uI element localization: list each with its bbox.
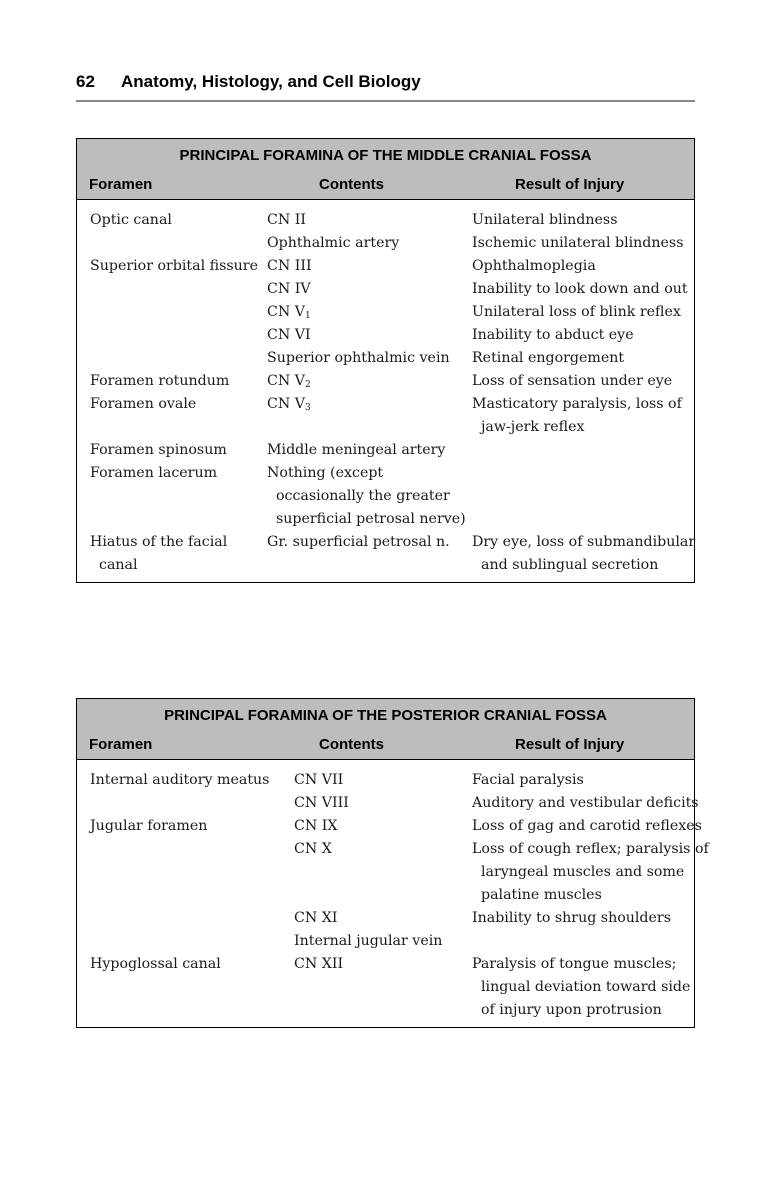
cell-result [472, 393, 692, 439]
page-number: 62 [76, 72, 95, 91]
column-header-contents: Contents [319, 176, 384, 193]
cell-contents [294, 838, 472, 907]
table-row [77, 462, 694, 531]
cell-line: and sublingual secretion [481, 557, 659, 573]
cell-line: CN $V_2$ [267, 373, 311, 390]
cell-line: Nothing (except [267, 465, 384, 481]
cell-foramen [90, 324, 267, 347]
cell-line [90, 838, 294, 861]
cell-line: Ischemic unilateral blindness [472, 235, 684, 251]
table-row [77, 907, 694, 930]
cell-line: Loss of cough reflex; paralysis of [472, 841, 709, 857]
cell-line: Foramen lacerum [90, 465, 218, 481]
cell-line [90, 278, 267, 301]
cell-line: CN X [294, 841, 332, 857]
cell-result [472, 278, 692, 301]
cell-result [472, 953, 692, 1022]
cell-line: Hiatus of the facial [90, 534, 228, 550]
cell-result [472, 769, 692, 792]
cell-line: CN XII [294, 956, 344, 972]
cell-foramen [90, 792, 294, 815]
cell-line: Inability to look down and out [472, 281, 688, 297]
middle-fossa-table [76, 138, 695, 583]
cell-foramen [90, 462, 267, 531]
cell-contents [294, 953, 472, 1022]
table-row [77, 439, 694, 462]
cell-contents [267, 347, 472, 370]
cell-foramen [90, 439, 267, 462]
cell-foramen [90, 301, 267, 324]
cell-line: occasionally the greater [276, 488, 450, 504]
table-row [77, 324, 694, 347]
cell-line: Foramen ovale [90, 396, 197, 412]
cell-contents [267, 393, 472, 439]
cell-result [472, 370, 692, 393]
cell-line: Internal auditory meatus [90, 772, 270, 788]
cell-line: CN $V_3$ [267, 396, 311, 413]
cell-line [90, 792, 294, 815]
cell-foramen [90, 347, 267, 370]
table-row [77, 278, 694, 301]
cell-foramen [90, 209, 267, 232]
column-header-foramen: Foramen [89, 736, 153, 753]
cell-line [90, 907, 294, 930]
table-row [77, 815, 702, 838]
cell-line: Inability to shrug shoulders [472, 910, 671, 926]
table-row [77, 301, 694, 324]
cell-foramen [90, 255, 267, 278]
cell-line: Gr. superficial petrosal n. [267, 534, 450, 550]
cell-contents [294, 930, 472, 953]
cell-line: Optic canal [90, 212, 172, 228]
cell-result [472, 815, 702, 838]
cell-line: CN XI [294, 910, 338, 926]
cell-contents [267, 370, 472, 393]
cell-line: Foramen rotundum [90, 373, 230, 389]
cell-line: Loss of gag and carotid reflexes [472, 818, 702, 834]
cell-line [90, 301, 267, 324]
cell-contents [267, 324, 472, 347]
cell-line: jaw-jerk reflex [481, 419, 585, 435]
table-row [77, 209, 694, 232]
table-row [77, 370, 694, 393]
table-row [77, 930, 694, 953]
cell-line: Ophthalmoplegia [472, 258, 596, 274]
cell-line: Unilateral blindness [472, 212, 618, 228]
subscript: 3 [305, 403, 311, 413]
cell-line [472, 439, 692, 462]
cell-result [472, 324, 692, 347]
cell-result [472, 531, 696, 577]
cell-line: CN IX [294, 818, 338, 834]
cell-line [90, 930, 294, 953]
cell-line: Middle meningeal artery [267, 442, 446, 458]
table-row [77, 792, 699, 815]
cell-line: Retinal engorgement [472, 350, 625, 366]
table-header [77, 699, 694, 760]
cell-line: CN II [267, 212, 306, 228]
cell-line: Internal jugular vein [294, 933, 443, 949]
cell-line: Inability to abduct eye [472, 327, 634, 343]
cell-contents [267, 255, 472, 278]
table-title: PRINCIPAL FORAMINA OF THE MIDDLE CRANIAL FOSSA [179, 147, 592, 164]
table-title: PRINCIPAL FORAMINA OF THE POSTERIOR CRANIAL FOSSA [164, 707, 607, 724]
cell-foramen [90, 769, 294, 792]
cell-contents [267, 232, 472, 255]
cell-contents [267, 209, 472, 232]
cell-line: Auditory and vestibular deficits [472, 795, 699, 811]
cell-line: CN VI [267, 327, 311, 343]
cell-line: Masticatory paralysis, loss of [472, 396, 682, 412]
table-header [77, 139, 694, 200]
cell-line: Ophthalmic artery [267, 235, 400, 251]
cell-contents [294, 792, 472, 815]
cell-foramen [90, 953, 294, 1022]
cell-line [90, 232, 267, 255]
cell-line: CN VII [294, 772, 344, 788]
column-header-foramen: Foramen [89, 176, 153, 193]
column-header-result: Result of Injury [515, 176, 625, 193]
table-row [77, 255, 694, 278]
cell-line: CN IV [267, 281, 311, 297]
cell-result [472, 462, 692, 531]
cell-result [472, 792, 699, 815]
subscript: 1 [305, 311, 311, 321]
cell-result [472, 301, 692, 324]
cell-line: laryngeal muscles and some [481, 864, 685, 880]
cell-result [472, 209, 692, 232]
cell-line: Superior orbital fissure [90, 258, 258, 274]
cell-contents [267, 439, 472, 462]
cell-line [90, 347, 267, 370]
cell-foramen [90, 907, 294, 930]
cell-line: Dry eye, loss of submandibular [472, 534, 696, 550]
cell-result [472, 439, 692, 462]
table-row [77, 531, 694, 577]
cell-line: palatine muscles [481, 887, 602, 903]
subscript: 2 [305, 380, 311, 390]
cell-line: canal [99, 557, 138, 573]
table-row [77, 232, 694, 255]
cell-contents [267, 462, 472, 531]
cell-contents [294, 815, 472, 838]
cell-line: CN $V_1$ [267, 304, 311, 321]
cell-line: CN VIII [294, 795, 349, 811]
column-header-result: Result of Injury [515, 736, 625, 753]
table-row [77, 953, 694, 1022]
cell-line: Hypoglossal canal [90, 956, 221, 972]
cell-line: Foramen spinosum [90, 442, 227, 458]
cell-line: Paralysis of tongue muscles; [472, 956, 677, 972]
table-body [77, 200, 694, 584]
cell-foramen [90, 232, 267, 255]
cell-line: Loss of sensation under eye [472, 373, 673, 389]
cell-line [472, 462, 692, 485]
cell-foramen [90, 393, 267, 439]
cell-foramen [90, 815, 294, 838]
cell-line: Superior ophthalmic vein [267, 350, 450, 366]
table-row [77, 393, 694, 439]
cell-foramen [90, 531, 267, 577]
cell-contents [267, 278, 472, 301]
table-row [77, 838, 709, 907]
cell-result [472, 930, 692, 953]
cell-result [472, 907, 692, 930]
cell-foramen [90, 930, 294, 953]
cell-result [472, 232, 692, 255]
cell-line: Jugular foramen [90, 818, 208, 834]
cell-result [472, 347, 692, 370]
column-header-contents: Contents [319, 736, 384, 753]
table-row [77, 769, 694, 792]
book-title: Anatomy, Histology, and Cell Biology [121, 72, 421, 91]
cell-contents [267, 301, 472, 324]
cell-line: lingual deviation toward side [481, 979, 691, 995]
cell-line [90, 324, 267, 347]
cell-contents [294, 769, 472, 792]
cell-result [472, 838, 709, 907]
cell-contents [294, 907, 472, 930]
cell-line: Unilateral loss of blink reflex [472, 304, 681, 320]
cell-contents [267, 531, 472, 577]
cell-line: superficial petrosal nerve) [276, 511, 466, 527]
cell-result [472, 255, 692, 278]
cell-line [472, 930, 692, 953]
cell-line: Facial paralysis [472, 772, 584, 788]
cell-foramen [90, 838, 294, 907]
posterior-fossa-table [76, 698, 709, 1028]
table-row [77, 347, 694, 370]
table-body [77, 760, 709, 1029]
cell-line: of injury upon protrusion [481, 1002, 662, 1018]
cell-line: CN III [267, 258, 312, 274]
cell-foramen [90, 370, 267, 393]
running-head [76, 70, 695, 102]
cell-foramen [90, 278, 267, 301]
